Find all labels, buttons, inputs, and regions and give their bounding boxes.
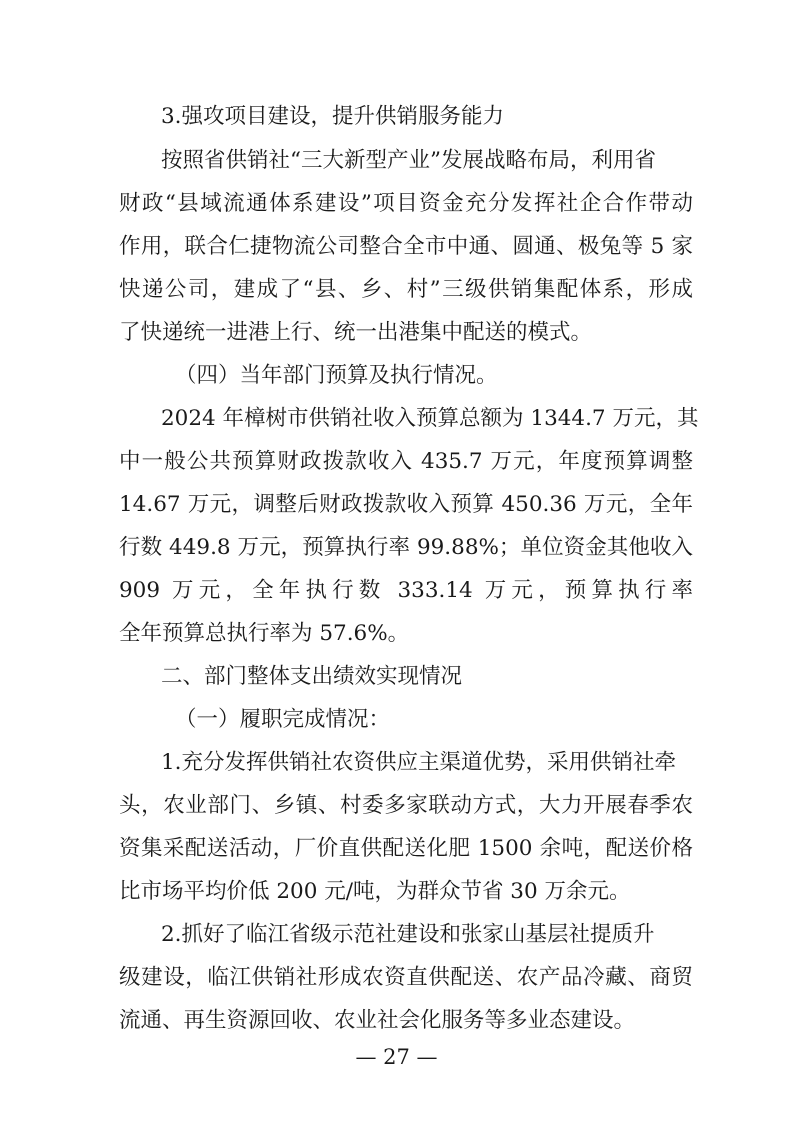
section-heading-part2: 二、部门整体支出绩效实现情况 (161, 664, 463, 689)
paragraph-line: 2024 年樟树市供销社收入预算总额为 1344.7 万元，其 (161, 406, 699, 431)
paragraph-line: 头，农业部门、乡镇、村委多家联动方式，大力开展春季农 (119, 793, 693, 818)
page-number: — 27 — (355, 1045, 438, 1069)
item-2-first-line: 2.抓好了临江省级示范社建设和张家山基层社提质升 (161, 922, 655, 947)
section-heading-3: 3.强攻项目建设，提升供销服务能力 (161, 104, 505, 129)
paragraph-line: 快递公司，建成了“县、乡、村”三级供销集配体系，形成 (119, 277, 693, 302)
paragraph-line: 中一般公共预算财政拨款收入 435.7 万元，年度预算调整 (119, 449, 693, 474)
paragraph-line: 级建设，临江供销社形成农资直供配送、农产品冷藏、商贸 (119, 965, 693, 990)
paragraph-line: 流通、再生资源回收、农业社会化服务等多业态建设。 (119, 1008, 636, 1033)
paragraph-line: 财政“县域流通体系建设”项目资金充分发挥社企合作带动 (119, 191, 693, 216)
paragraph-line: 14.67 万元，调整后财政拨款收入预算 450.36 万元，全年 (119, 492, 693, 517)
paragraph-line: 资集采配送活动，厂价直供配送化肥 1500 余吨，配送价格 (119, 836, 693, 861)
paragraph-line: 比市场平均价低 200 元/吨，为群众节省 30 万余元。 (119, 879, 631, 904)
section-heading-budget: （四）当年部门预算及执行情况。 (175, 363, 498, 388)
paragraph-line: 按照省供销社“三大新型产业”发展战略布局，利用省 (161, 148, 656, 173)
paragraph-line: 全年预算总执行率为 57.6%。 (119, 621, 410, 646)
item-1-first-line: 1.充分发挥供销社农资供应主渠道优势，采用供销社牵 (161, 750, 677, 775)
section-heading-duty: （一）履职完成情况： (175, 707, 391, 732)
paragraph-line: 了快递统一进港上行、统一出港集中配送的模式。 (119, 320, 593, 345)
paragraph-line: 909 万元，全年执行数 333.14 万元，预算执行率 (119, 578, 693, 603)
paragraph-line: 行数 449.8 万元，预算执行率 99.88%；单位资金其他收入 (119, 535, 693, 560)
paragraph-line: 作用，联合仁捷物流公司整合全市中通、圆通、极兔等 5 家 (119, 234, 693, 259)
